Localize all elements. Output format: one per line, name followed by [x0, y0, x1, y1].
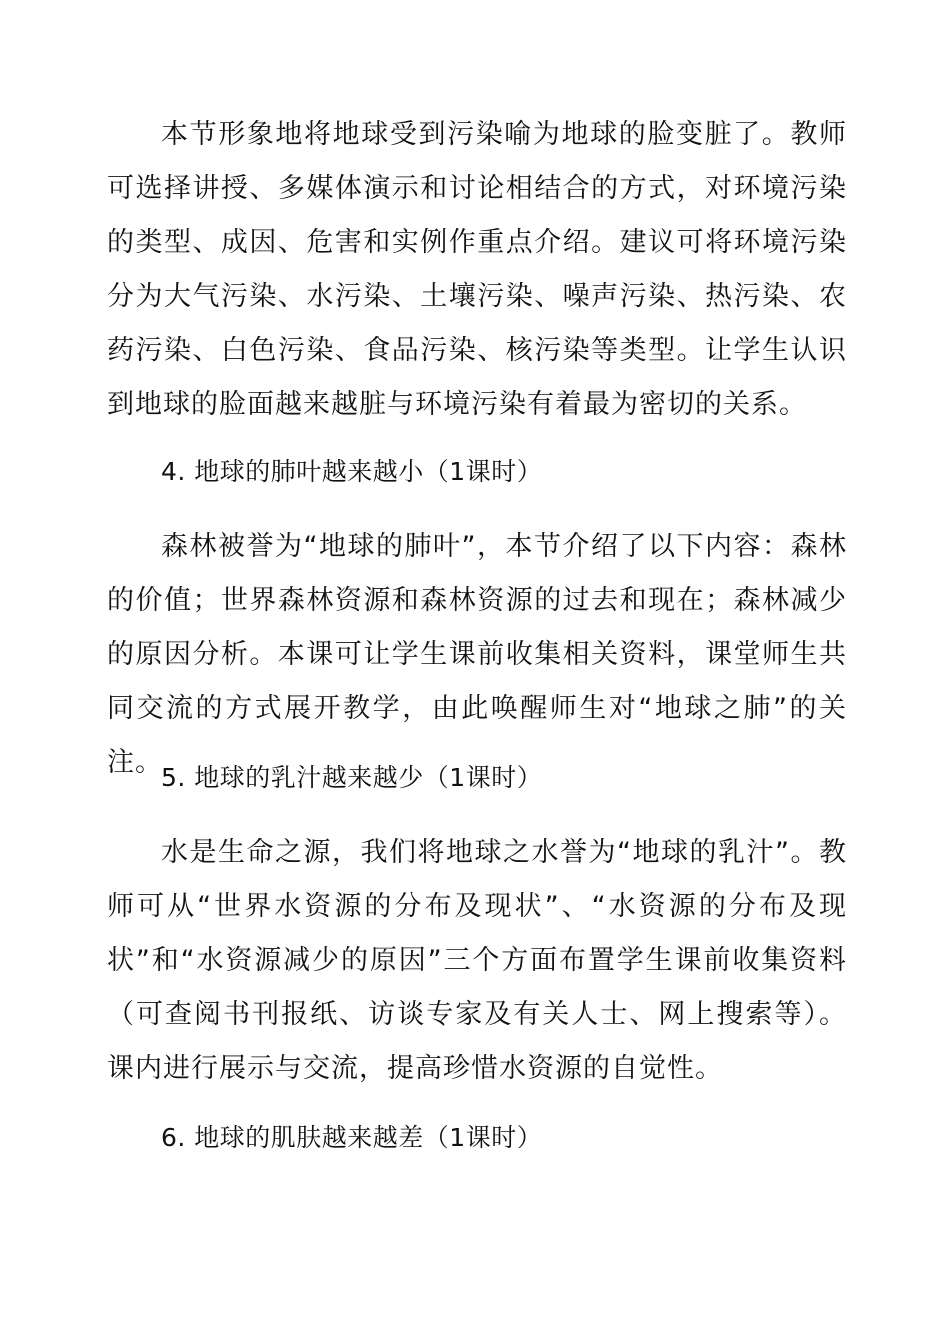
section-heading-5: 5. 地球的乳汁越来越少（1课时） [161, 763, 543, 792]
section-heading-4: 4. 地球的肺叶越来越小（1课时） [161, 457, 543, 486]
paragraph-pollution: 本节形象地将地球受到污染喻为地球的脸变脏了。教师可选择讲授、多媒体演示和讨论相结合的方式，对环境污染的类型、成因、危害和实例作重点介绍。建议可将环境污染分为大气污染、水污染、土壤污染、噪声污染、热污染、农药污染、白色污染、食品污染、核污染等类型。让学生认识到地球的脸面越来越脏与环境污染有着最为密切的关系。 [107, 119, 847, 420]
section-heading-6: 6. 地球的肌肤越来越差（1课时） [161, 1123, 543, 1152]
paragraph-water: 水是生命之源，我们将地球之水誉为“地球的乳汁”。教师可从“世界水资源的分布及现状”、“水资源的分布及现状”和“水资源减少的原因”三个方面布置学生课前收集资料（可查阅书刊报纸、访谈专家及有关人士、网上搜索等）。课内进行展示与交流，提高珍惜水资源的自觉性。 [107, 837, 847, 1084]
paragraph-forest: 森林被誉为“地球的肺叶”，本节介绍了以下内容：森林的价值；世界森林资源和森林资源的过去和现在；森林减少的原因分析。本课可让学生课前收集相关资料，课堂师生共同交流的方式展开教学，由此唤醒师生对“地球之肺”的关注。 [107, 531, 847, 778]
